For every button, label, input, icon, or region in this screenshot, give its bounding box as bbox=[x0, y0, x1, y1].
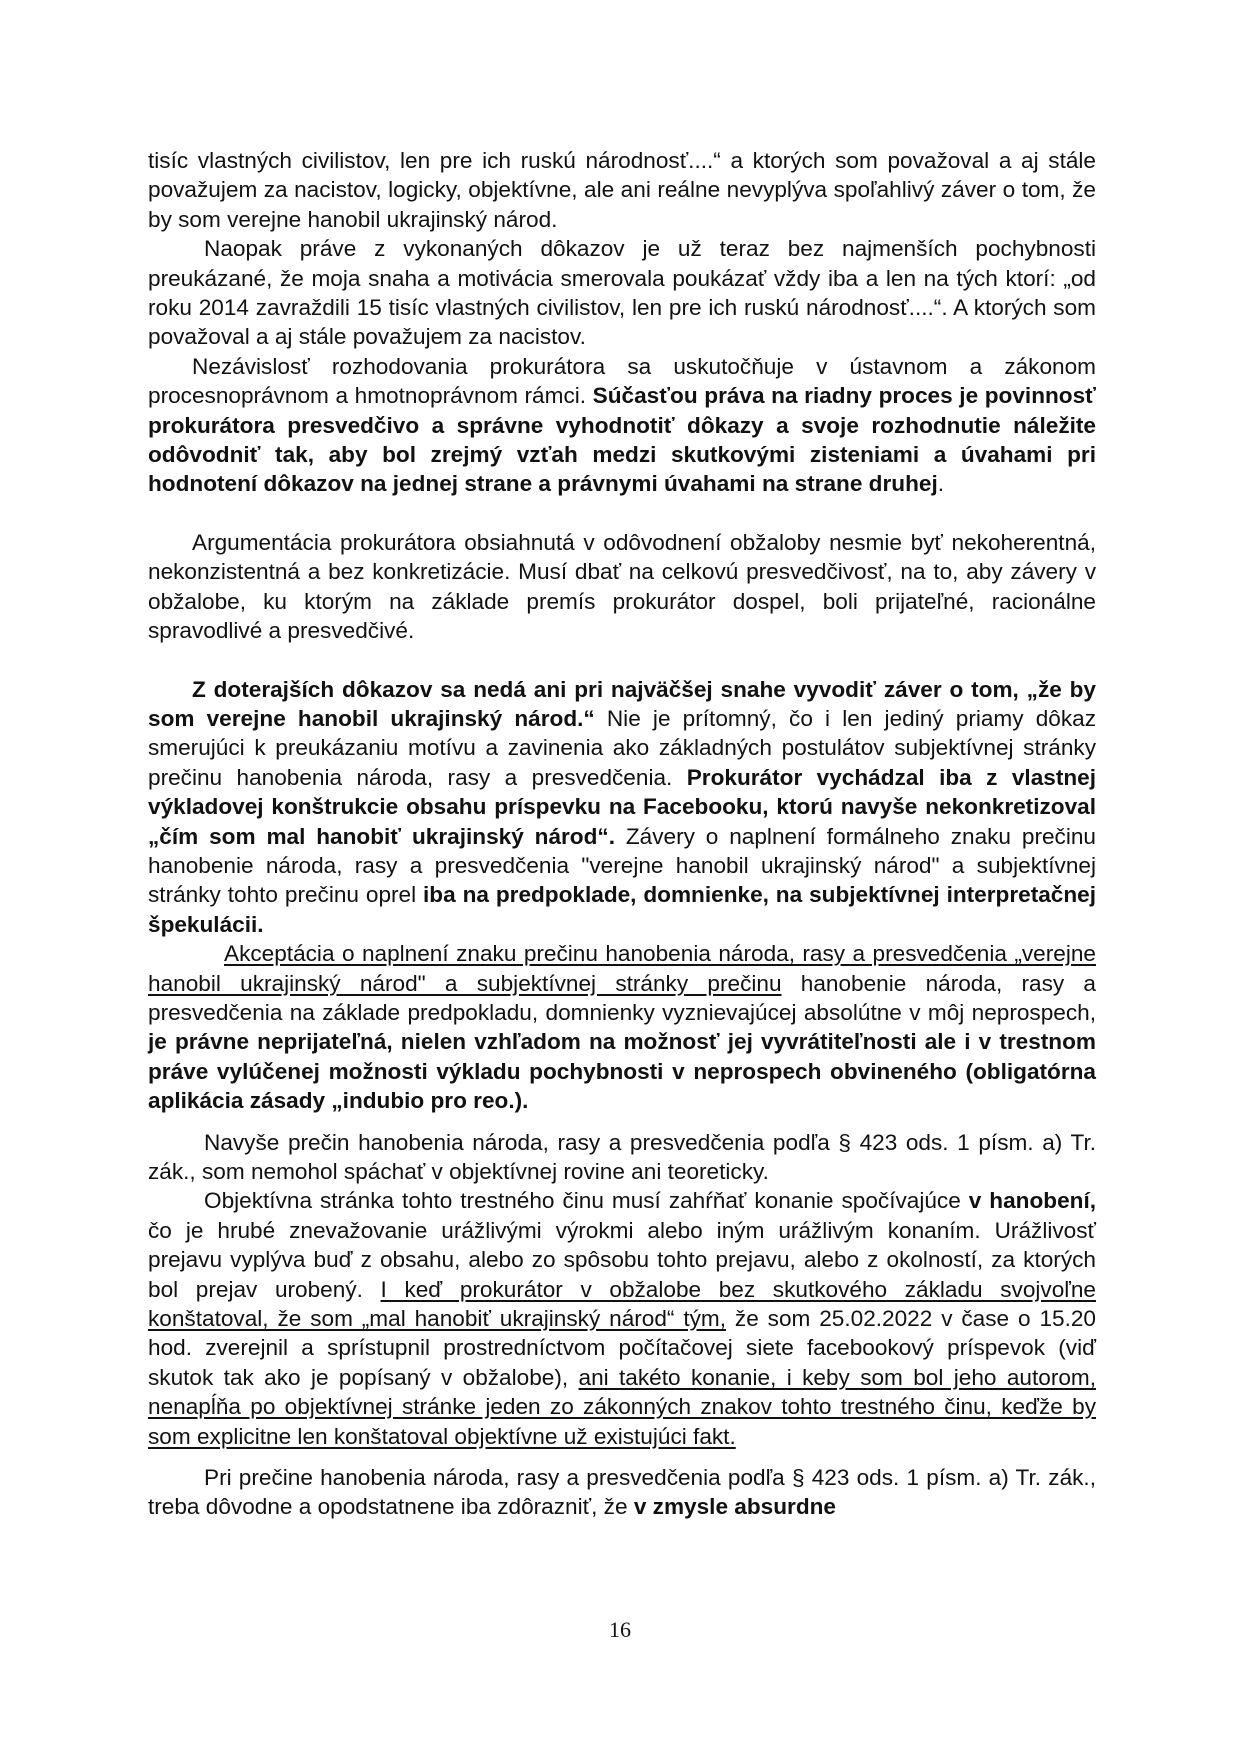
paragraph-8 bbox=[148, 1186, 1096, 1451]
paragraph-4 bbox=[148, 528, 1096, 646]
paragraph-3-bold: Súčasťou práva na riadny proces je povinnosť prokurátora presvedčivo a správne vyhodnotiť dôkazy a svoje rozhodnutie náležite odôvodniť tak, aby bol zrejmý vzťah medzi skutkovými zisteniami a úvahami pri hodnotení dôkazov na jednej strane a právnymi úvahami na strane druhej bbox=[148, 383, 1096, 497]
paragraph-1 bbox=[148, 146, 1096, 234]
paragraph-5 bbox=[148, 675, 1096, 940]
paragraph-5-bold-3: iba na predpoklade, domnienke, na subjektívnej interpretačnej špekulácii. bbox=[148, 882, 1096, 937]
paragraph-8-underlined-1: I keď prokurátor v obžalobe bez skutkového základu svojvoľne konštatoval, že som „mal hanobiť ukrajinský národ“ tým, bbox=[148, 1276, 1096, 1332]
paragraph-5-text-2: Závery o naplnení formálneho znaku prečinu hanobenie národa, rasy a presvedčenia "verejne hanobil ukrajinský národ" a subjektívnej stránky tohto prečinu oprel bbox=[148, 823, 1096, 908]
paragraph-8-text-1: Objektívna stránka tohto trestného činu musí zahŕňať konanie spočívajúce bbox=[204, 1188, 969, 1214]
paragraph-5-text-1: Nie je prítomný, čo i len jediný priamy dôkaz smerujúci k preukázaniu motívu a zavinenia ako základných postulátov subjektívnej stránky prečinu hanobenia národa, rasy a presvedčenia. bbox=[148, 705, 1096, 790]
paragraph-9-text: Pri prečine hanobenia národa, rasy a presvedčenia podľa § 423 ods. 1 písm. a) Tr. zák., treba dôvodne a opodstatnene iba zdôrazniť, že bbox=[148, 1465, 1096, 1520]
paragraph-6-bold: je právne neprijateľná, nielen vzhľadom na možnosť jej vyvrátiteľnosti ale i v trestnom práve vylúčenej možnosti výkladu pochybnosti v neprospech obvineného (obligatórna aplikácia zásady „indubio pro reo.). bbox=[148, 1029, 1096, 1114]
paragraph-9-bold: v zmysle absurdne bbox=[633, 1494, 836, 1520]
paragraph-3-end: . bbox=[937, 471, 945, 497]
paragraph-8-underlined-2: ani takéto konanie, i keby som bol jeho autorom, nenapĺňa po objektívnej stránke jeden zo zákonných znakov tohto trestného činu, keďže by som explicitne len konštatoval objektívne už existujúci fakt. bbox=[148, 1364, 1097, 1449]
paragraph-6-underlined: Akceptácia o naplnení znaku prečinu hanobenia národa, rasy a presvedčenia „verejne hanobil ukrajinský národ" a subjektívnej stránky prečinu bbox=[148, 941, 1096, 996]
paragraph-5-bold-2: Prokurátor vychádzal iba z vlastnej výkladovej konštrukcie obsahu príspevku na Facebooku, ktorú navyše nekonkretizoval „čím som mal hanobiť ukrajinský národ“. bbox=[148, 764, 1097, 849]
paragraph-8-text-3: že som 25.02.2022 v čase o 15.20 hod. zverejnil a sprístupnil prostredníctvom počítačovej siete facebookový príspevok (viď skutok tak ako je popísaný v obžalobe), bbox=[148, 1306, 1096, 1390]
paragraph-6-text: hanobenie národa, rasy a presvedčenia na základe predpokladu, domnienky vyznievajúcej absolútne v môj neprospech, bbox=[148, 970, 1096, 1025]
paragraph-3 bbox=[148, 352, 1096, 499]
document-page bbox=[148, 146, 1096, 1522]
paragraph-5-bold-1: Z doterajších dôkazov sa nedá ani pri najväčšej snahe vyvodiť záver o tom, „že by som verejne hanobil ukrajinský národ.“ bbox=[148, 676, 1096, 731]
paragraph-3-text: Nezávislosť rozhodovania prokurátora sa uskutočňuje v ústavnom a zákonom procesnoprávnom a hmotnoprávnom rámci. bbox=[148, 353, 1096, 409]
paragraph-7-text: Navyše prečin hanobenia národa, rasy a presvedčenia podľa § 423 ods. 1 písm. a) Tr. zák., som nemohol spáchať v objektívnej rovine ani teoreticky. bbox=[148, 1129, 1096, 1184]
paragraph-2-text: Naopak práve z vykonaných dôkazov je už teraz bez najmenších pochybnosti preukázané, že moja snaha a motivácia smerovala poukázať vždy iba a len na tých ktorí: „od roku 2014 zavraždili 15 tisíc vlastných civilistov, len pre ich ruskú národnosť....“. A ktorých som považoval a aj stále považujem za nacistov. bbox=[148, 236, 1096, 350]
paragraph-8-text-2: čo je hrubé znevažovanie urážlivými výrokmi alebo iným urážlivým konaním. Urážlivosť prejavu vyplýva buď z obsahu, alebo zo spôsobu tohto prejavu, alebo z okolností, za ktorých bol prejav urobený. bbox=[148, 1217, 1096, 1302]
paragraph-4-text: Argumentácia prokurátora obsiahnutá v odôvodnení obžaloby nesmie byť nekoherentná, nekonzistentná a bez konkretizácie. Musí dbať na celkovú presvedčivosť, na to, aby závery v obžalobe, ku ktorým na základe premís prokurátor dospel, boli prijateľné, racionálne spravodlivé a presvedčivé. bbox=[148, 529, 1096, 644]
paragraph-1-text: tisíc vlastných civilistov, len pre ich ruskú národnosť....“ a ktorých som považoval a aj stále považujem za nacistov, logicky, objektívne, ale ani reálne nevyplýva spoľahlivý záver o tom, že by som verejne hanobil ukrajinský národ. bbox=[148, 148, 1096, 232]
paragraph-6 bbox=[148, 939, 1096, 1115]
paragraph-7 bbox=[148, 1128, 1096, 1187]
paragraph-9 bbox=[148, 1463, 1096, 1522]
page-number: 16 bbox=[609, 1617, 631, 1642]
paragraph-2 bbox=[148, 234, 1096, 352]
paragraph-8-bold: v hanobení, bbox=[968, 1188, 1096, 1214]
